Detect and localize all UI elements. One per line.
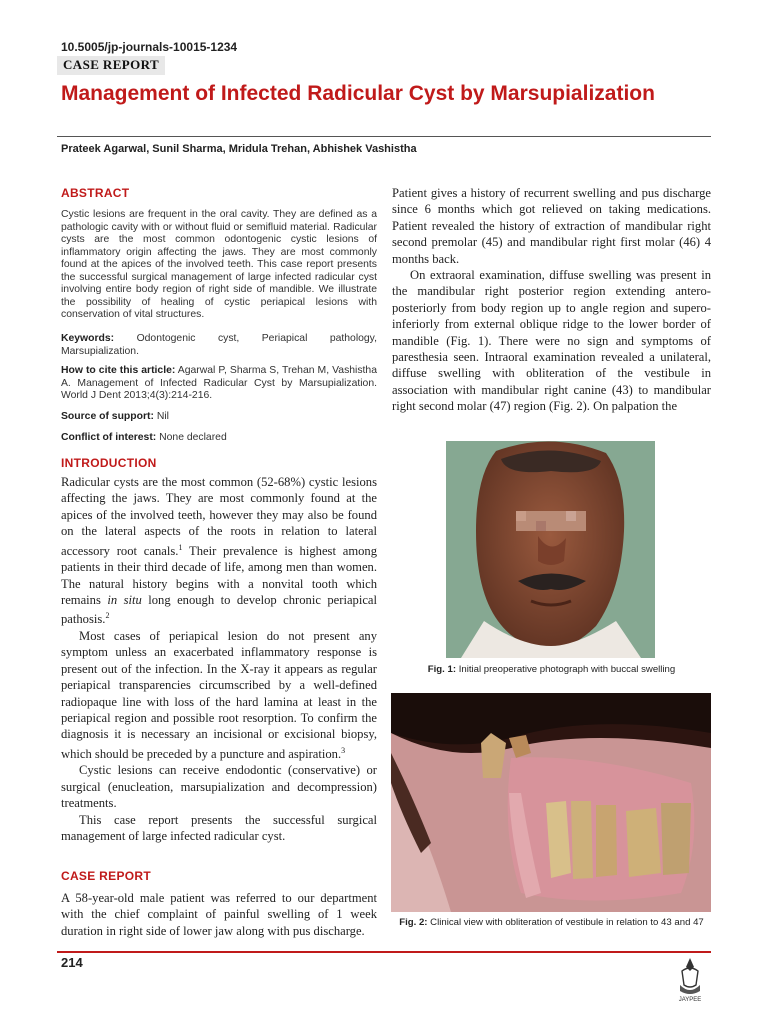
author-list: Prateek Agarwal, Sunil Sharma, Mridula Trehan, Abhishek Vashistha [61,143,417,155]
jaypee-logo-icon [672,955,708,1003]
article-type-badge: CASE REPORT [57,56,165,75]
publisher-logo [672,955,708,1003]
reference-2: 2 [105,611,110,621]
abstract-heading: ABSTRACT [61,186,130,200]
support-value: Nil [153,411,169,422]
intraoral-view-illustration [391,693,711,912]
source-of-support [61,411,169,422]
keywords-text: Odontogenic cyst, Periapical pathology, Marsupialization. [61,333,377,357]
intro-paragraph-1 [61,474,377,628]
introduction-heading: INTRODUCTION [61,456,157,470]
intro-paragraph-2 [61,628,377,762]
patient-face-illustration [446,441,655,658]
figure-1-label: Fig. 1: [427,664,457,675]
page-number: 214 [61,955,83,970]
citation-label: How to cite this article: [61,365,176,376]
figure-2-photo [391,693,711,912]
history-paragraph: Patient gives a history of recurrent swelling and pus discharge since 6 months which got relieved on taking medications. Patient revealed the history of extraction of mandibular right second premolar (45) and mandibular right first molar (46) 4 months back. [392,186,711,266]
footer-divider [57,951,711,953]
figure-1-caption-text: Initial preoperative photograph with buccal swelling [456,664,676,675]
title-divider [57,136,711,137]
case-report-heading: CASE REPORT [61,869,151,883]
figure-1-caption [392,664,711,676]
case-report-body [61,890,377,939]
introduction-body [61,474,377,845]
article-title: Management of Infected Radicular Cyst by Marsupialization [61,82,655,105]
intro-paragraph-3: Cystic lesions can receive endodontic (conservative) or surgical (enucleation, marsupialization and decompression) treatments. [61,763,377,811]
support-label: Source of support: [61,411,154,422]
examination-paragraph: On extraoral examination, diffuse swelling was present in the mandibular right posterior region extending antero-posteriorly from body region up to angle region and supero-inferiorly from external oblique ridge to the lower border of mandible (Fig. 1). There were no sign and symptoms of paresthesia seen. Intraoral examination revealed a unilateral, diffuse swelling with obliteration of the vestibule in association with mandibular right canine (43) to mandibular right second molar (47) region (Fig. 2). On palpation the [392,268,711,414]
publisher-name: JAYPEE [678,997,702,1003]
in-situ-term: in situ [107,593,142,608]
conflict-value: None declared [156,432,227,443]
conflict-of-interest [61,432,227,443]
intro-paragraph-4: This case report presents the successful surgical management of large infected radicular cyst. [61,812,377,844]
reference-3: 3 [341,745,346,755]
intro-p1-part-b: Their prevalence is highest among patients in their third decade of life, among men than women. The natural history begins with a nonvital tooth which remains [61,543,378,608]
intro-p2-text: Most cases of periapical lesion do not present any symptom unless an exacerbated inflammatory response is present out of the infection. In the X-ray it appears as regular periapical transparencies circumscribed by a well-defined radiopaque line with loss of the hard lamina at least in the periapical region and possible root resorption. To confirm the diagnosis it is necessary an incisional or excisional biopsy, which should be preceded by a puncture and aspiration. [61,629,377,762]
reference-1: 1 [178,542,183,552]
figure-2-caption [392,917,711,929]
keywords-label: Keywords: [61,333,115,344]
figure-2-label: Fig. 2: [399,917,428,928]
figure-2-caption-text: Clinical view with obliteration of vestibule in relation to 43 and 47 [427,917,704,928]
conflict-label: Conflict of interest: [61,432,157,443]
doi: 10.5005/jp-journals-10015-1234 [61,40,238,54]
right-column-body [392,185,711,415]
citation [61,365,377,403]
figure-1-photo [446,441,655,658]
keywords [61,333,377,358]
intro-p1-part-c: long enough to develop chronic periapical pathosis. [61,593,378,627]
citation-text: Agarwal P, Sharma S, Trehan M, Vashistha A. Management of Infected Radicular Cyst by Marsupialization. World J Dent 2013;4(3):214-216. [61,365,377,401]
abstract-text: Cystic lesions are frequent in the oral cavity. They are defined as a pathologic cavity with or without fluid or semifluid material. Radicular cysts are the most common odontogenic cystic lesions of inflammatory origin affecting the jaws. They are most commonly found at the apices of the involved teeth. This case report presents the successful surgical management of large infected radicular cyst involving entire body region of right side of mandible. We illustrate the possibility of healing of cystic periapical lesions with conservation of vital structures. [61,209,377,320]
intro-p1-part-a: Radicular cysts are the most common (52-68%) cystic lesions affecting the jaws. They are most commonly found at the apices of the involved teeth, however they may also be found on the lateral aspects of the roots in relation to lateral accessory root canals. [61,475,377,558]
case-paragraph-1: A 58-year-old male patient was referred to our department with the chief complaint of painful swelling of 1 week duration in right side of lower jaw along with pus discharge. [61,891,377,938]
